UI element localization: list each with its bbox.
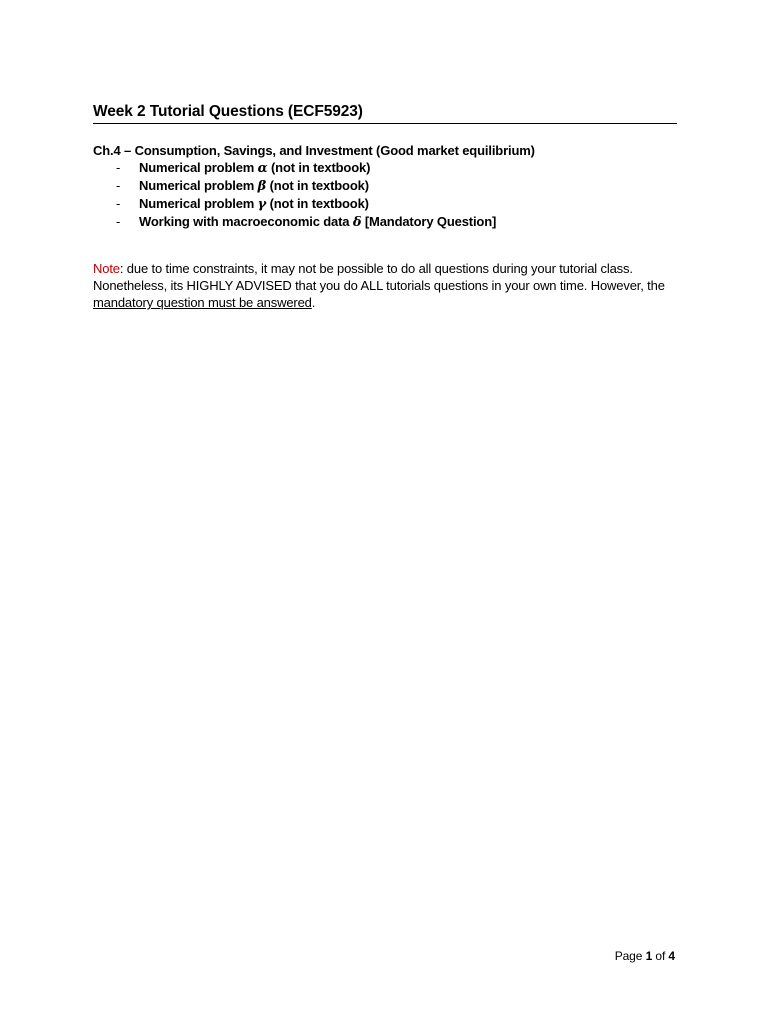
note-label: Note xyxy=(93,261,120,276)
delta-symbol: δ xyxy=(352,215,362,230)
item-text-before: Numerical problem xyxy=(139,196,258,211)
list-item-text xyxy=(139,159,370,177)
page-title: Week 2 Tutorial Questions (ECF5923) xyxy=(93,103,677,124)
alpha-symbol: α xyxy=(257,161,268,176)
list-dash: - xyxy=(116,178,121,193)
list-dash: - xyxy=(116,214,121,229)
list-dash: - xyxy=(116,196,121,211)
of-word: of xyxy=(655,949,666,963)
item-text-after: [Mandatory Question] xyxy=(361,214,497,229)
page-word: Page xyxy=(614,949,643,963)
list-item-text xyxy=(139,195,369,213)
list-item-text xyxy=(139,213,496,231)
page-number xyxy=(615,948,675,964)
item-text-after: (not in textbook) xyxy=(267,160,371,175)
item-text-before: Numerical problem xyxy=(139,178,258,193)
total-pages: 4 xyxy=(668,949,675,963)
mandatory-underlined-text: mandatory question must be answered xyxy=(93,295,312,310)
beta-symbol: β xyxy=(257,179,267,194)
note-text: : due to time constraints, it may not be possible to do all questions during your tutorial class. Nonetheless, its HIGHLY ADVISED that you do ALL tutorials questions in your own time. However, the xyxy=(93,261,665,293)
list-item-text xyxy=(139,177,369,195)
current-page: 1 xyxy=(645,949,653,963)
item-text-before: Working with macroeconomic data xyxy=(139,214,353,229)
note-text-end: . xyxy=(311,295,316,310)
item-text-after: (not in textbook) xyxy=(266,178,369,193)
gamma-symbol: γ xyxy=(257,197,267,212)
item-text-after: (not in textbook) xyxy=(266,196,369,211)
item-text-before: Numerical problem xyxy=(139,160,258,175)
note-paragraph xyxy=(93,260,693,311)
list-dash: - xyxy=(116,160,121,175)
chapter-heading: Ch.4 – Consumption, Savings, and Investment (Good market equilibrium) xyxy=(93,143,535,158)
